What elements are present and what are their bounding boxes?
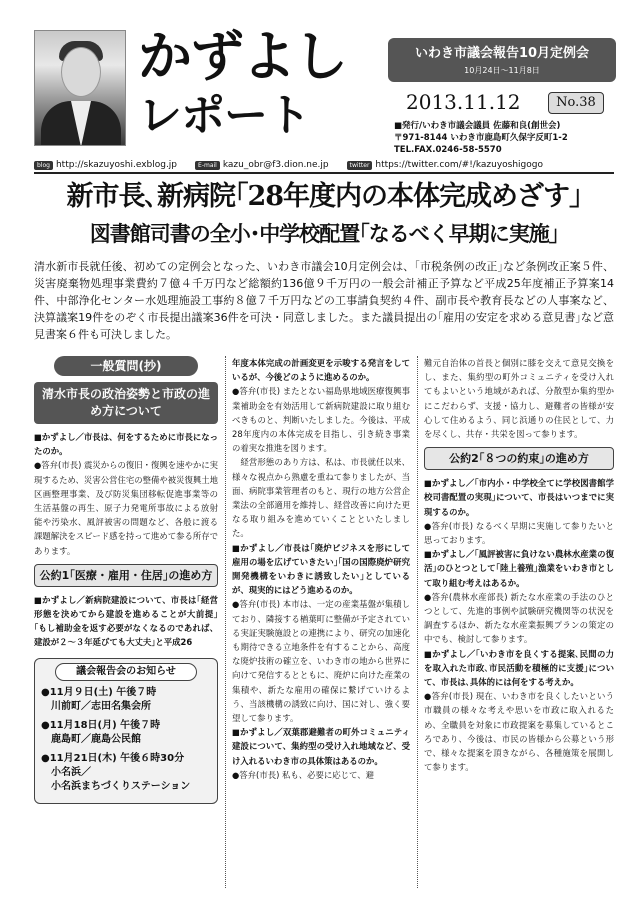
question: ■かずよし／市長は｢廃炉ビジネスを形にして雇用の場を広げていきたい｣｢国の国際廃炉研究開発機構をいわきに誘致したい｣としているが、現実的にはどう進めるのか。 (232, 542, 410, 596)
column-divider (417, 356, 418, 888)
issue-date: 2013.11.12 (406, 90, 521, 114)
section-heading: 公約2｢８つの約束｣の進め方 (424, 447, 614, 470)
answer: 難元自治体の首長と個別に膝を交えて意見交換をし、また、集約型の町外コミュニティを受け入れてもよいという地域があれば、分散型か集約型かにこだわらず、支援・協力し、避難者の皆様が安心して住めるよう、同じ浜通りの住民として、力を尽くし、共存・共栄を図って参ります。 (424, 358, 614, 440)
event-item: ●11月９日(土) 午後７時 川前町／志田名集会所 (41, 686, 157, 712)
email-tag: E-mail (195, 161, 220, 170)
newsletter-subtitle: レポート (138, 90, 310, 141)
notice-title: 議会報告会のお知らせ (55, 663, 197, 681)
report-label: いわき市議会報告10月定例会 (414, 46, 590, 61)
event-item: ●11月21日(木) 午後６時30分 小名浜／ 小名浜まちづくりステーション (41, 752, 191, 792)
section-pill: 一般質問(抄) (54, 356, 198, 376)
question: ■かずよし／新病院建設について、市長は｢経営形態を決めてから建設を進めることが大前提｣｢もし補助金を返す必要がなくなるのであれば、建設が２～３年延びても大丈夫｣と平成26 (34, 594, 218, 648)
column-1 (34, 356, 218, 876)
main-headline: 新市長､新病院｢28年度内の本体完成めざす｣ (66, 181, 582, 212)
column-divider (225, 356, 226, 888)
meeting-notice (34, 658, 218, 804)
question: 年度本体完成の計画変更を示唆する発言をしているが、今後どのように進めるのか。 (232, 358, 410, 383)
issue-number: No.38 (548, 92, 604, 114)
answer: ●答弁(市長) 震災からの復旧・復興を速やかに実現するため、災害公営住宅の整備や被災復興土地区画整理事業、及び防災集団移転促進事業等の生活基盤の再生、原子力発電所事故による放射能や汚染水、風評被害の問題など、各般に渡る課題解決をスピード感を持って進めて参る所存であります。 (34, 460, 218, 556)
section-heading: 公約1｢医療・雇用・住居｣の進め方 (34, 564, 218, 587)
publisher-line: 〒971-8144 いわき市鹿島町久保字反町1-2 (394, 133, 568, 143)
twitter-tag: twitter (347, 161, 373, 170)
answer: 経営形態のあり方は、私は、市長就任以来、様々な視点から熟慮を重ねて参りましたが、当面、病院事業管理者のもと、現行の地方公営企業法の全部適用を維持し、経営改善に向けた更なる取り組みを進めていくことといたしました。 (232, 457, 410, 539)
blog-link[interactable]: blog http://skazuyoshi.exblog.jp (34, 160, 177, 170)
masthead (34, 22, 614, 160)
answer: ●答弁(農林水産部長) 新たな水産業の手法のひとつとして、先進的事例や試験研究機関等の状況を調査するほか、新たな水産業振興プランの策定の中でも、検討して参ります。 (424, 591, 614, 645)
column-2 (232, 356, 410, 886)
event-item: ●11月18日(月) 午後７時 鹿島町／鹿島公民館 (41, 719, 161, 745)
topic-heading: 清水市長の政治姿勢と市政の進め方について (34, 382, 218, 424)
blog-tag: blog (34, 161, 53, 170)
answer: ●答弁(市長) 本市は、一定の産業基盤が集積しており、隣接する楢葉町に整備が予定されている実証実験施設との連携により、研究の加速化も期待できる立地条件を有することから、高度な廃炉技術の確立を、いわき市の地から世界に向けて発信するとともに、廃炉に向けた産業の集積や、新たな雇用の確保に繋げていけるよう、当該機構の誘致に向け、国に対し、強く要望して参ります。 (232, 599, 410, 724)
report-label-box (388, 38, 616, 82)
contact-links (34, 160, 614, 174)
answer: ●答弁(市長) またとない福島県地域医療復興事業補助金を有効活用して新病院建設に取り組むべきものと、判断いたしました。今後は、平成28年度内の本体完成を目指し、引き続き事業の着実な推進を図ります。 (232, 386, 410, 454)
question: ■かずよし／市長は、何をするために市長になったのか。 (34, 432, 218, 457)
publisher-line: ■発行/いわき市議会議員 佐藤和良(創世会) (394, 121, 561, 131)
twitter-link[interactable]: twitter https://twitter.com/#!/kazuyoshigogo (347, 160, 543, 170)
sub-headline: 図書館司書の全小･中学校配置｢なるべく早期に実施｣ (89, 222, 559, 246)
newsletter-title: かずよし (138, 25, 346, 88)
question: ■かずよし／｢風評被害に負けない農林水産業の復活｣のひとつとして｢陸上養殖｣漁業をいわき市として取り組む考えはあるか。 (424, 549, 614, 588)
question: ■かずよし／双葉郡避難者の町外コミュニティ建設について、集約型の受け入れ地域など、受け入れるいわき市の具体策はあるのか。 (232, 727, 410, 766)
report-period: 10月24日～11月8日 (464, 66, 540, 75)
question: ■かずよし／｢市内小・中学校全てに学校図書館学校司書配置の実現｣について、市長はいつまでに実現するのか。 (424, 478, 614, 517)
column-3 (424, 356, 614, 886)
author-photo (34, 30, 126, 146)
answer: ●答弁(市長) 現在、いわき市を良くしたいという市職員の様々な考えや思いを市政に取入れるため、全職員を対象に市政提案を募集しているところであり、今後は、市民の皆様から公募という形で、様々な提案を頂きながら、各種施策を展開して参ります。 (424, 691, 614, 773)
publisher-line: TEL.FAX.0246-58-5570 (394, 145, 502, 155)
answer: ●答弁(市長) なるべく早期に実施して参りたいと思っております。 (424, 520, 614, 546)
publisher-info (394, 120, 568, 156)
answer: ●答弁(市長) 私も、必要に応じて、避 (232, 769, 374, 780)
email-link[interactable]: E-mail kazu_obr@f3.dion.ne.jp (195, 160, 329, 170)
question: ■かずよし／｢いわき市を良くする提案､民間の力を取入れた市政､市民活動を積極的に支援｣について、市長は､具体的には何をする考えか。 (424, 648, 614, 688)
lead-paragraph: 清水新市長就任後、初めての定例会となった、いわき市議会10月定例会は、｢市税条例の改正｣など条例改正案５件、災害廃棄物処理事業費約７億４千万円など総額約136億９千万円の一般会計補正予算など平成25年度補正予算案14件、中部浄化センター水処理施設工事約８億７千万円などの工事請負契約４件、副市長や教育長などの人事案など、決算議案19件をのぞく市長提出議案36件を可決・同意しました。また議員提出の｢雇用の安定を求める意見書｣など意見書案６件も可決しました。 (34, 260, 614, 341)
